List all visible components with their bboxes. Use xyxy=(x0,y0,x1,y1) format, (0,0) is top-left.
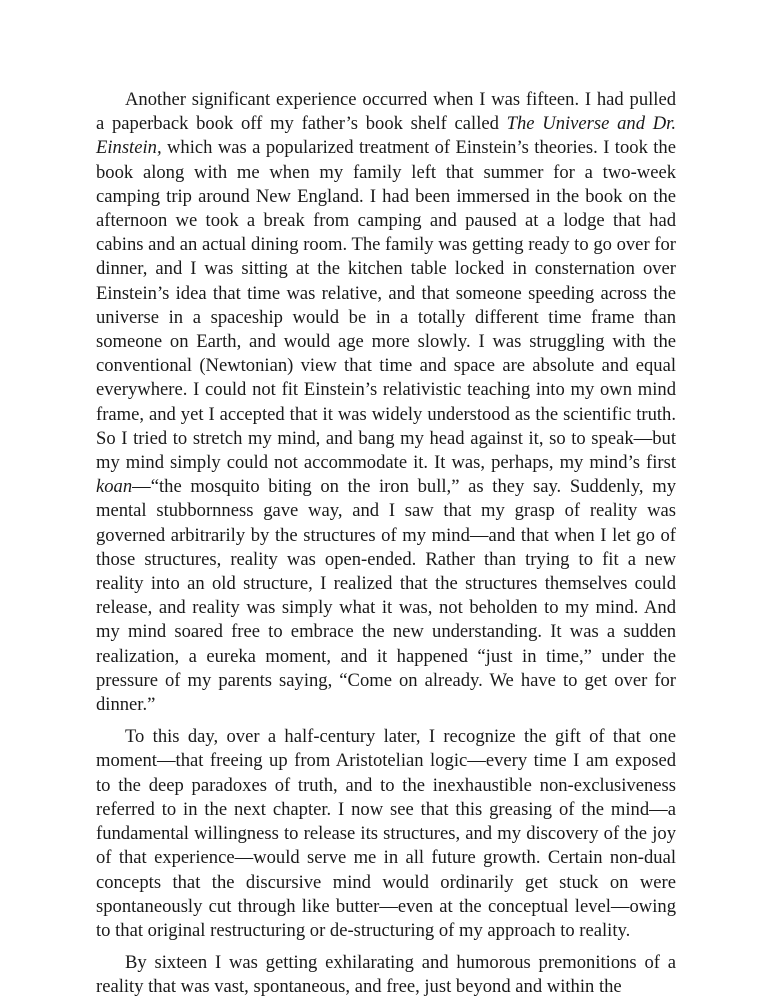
paragraph-1-text-3: —“the mosquito biting on the iron bull,” as they say. Suddenly, my mental stubbornness gave way, and I saw that my grasp of reality was governed arbitrarily by the structures of my mind—and that when I let go of those structures, reality was open-ended. Rather than trying to fit a new reality into an old structure, I realized that the structures themselves could release, and reality was simply what it was, not beholden to my mind. And my mind soared free to embrace the new understanding. It was a sudden realization, a eureka moment, and it happened “just in time,” under the pressure of my parents saying, “Come on already. We have to get over for dinner.” xyxy=(96,476,676,716)
paragraph-1-text-1: Another significant experience occurred when I was fifteen. I had pulled a paperback book off my father’s book shelf called xyxy=(96,89,676,135)
paragraph-2-text: To this day, over a half-century later, I recognize the gift of that one moment—that freeing up from Aristotelian logic—every time I am exposed to the deep paradoxes of truth, and to the inexhaustible non-exclusiveness referred to in the next chapter. I now see that this greasing of the mind—a fundamental willingness to release its structures, and my discovery of the joy of that experience—would serve me in all future growth. Certain non-dual concepts that the discursive mind would ordinarily get stuck on were spontaneously cut through like butter—even at the conceptual level—owing to that original restructuring or de-structuring of my approach to reality. xyxy=(96,726,676,941)
koan-italic: koan xyxy=(96,476,133,498)
book-title-italic: The Universe and Dr. Einstein, xyxy=(96,113,676,159)
paragraph-fifteen-experience xyxy=(96,88,676,717)
paragraph-1-text-2: which was a popularized treatment of Einstein’s theories. I took the book along with me when my family left that summer for a two-week camping trip around New England. I had been immersed in the book on the afternoon we took a break from camping and paused at a lodge that had cabins and an actual dining room. The family was getting ready to go over for dinner, and I was sitting at the kitchen table locked in consternation over Einstein’s idea that time was relative, and that someone speeding across the universe in a spaceship would be in a totally different time frame than someone on Earth, and would age more slowly. I was struggling with the conventional (Newtonian) view that time and space are absolute and equal everywhere. I could not fit Einstein’s relativistic teaching into my own mind frame, and yet I accepted that it was widely understood as the scientific truth. So I tried to stretch my mind, and bang my head against it, so to speak—but my mind simply could not accommodate it. It was, perhaps, my mind’s first xyxy=(96,137,676,474)
paragraph-half-century-later xyxy=(96,725,676,943)
document-page xyxy=(96,88,676,1008)
paragraph-by-sixteen xyxy=(96,951,676,999)
paragraph-3-text: By sixteen I was getting exhilarating and humorous premonitions of a reality that was vast, spontaneous, and free, just beyond and within the xyxy=(96,952,676,998)
